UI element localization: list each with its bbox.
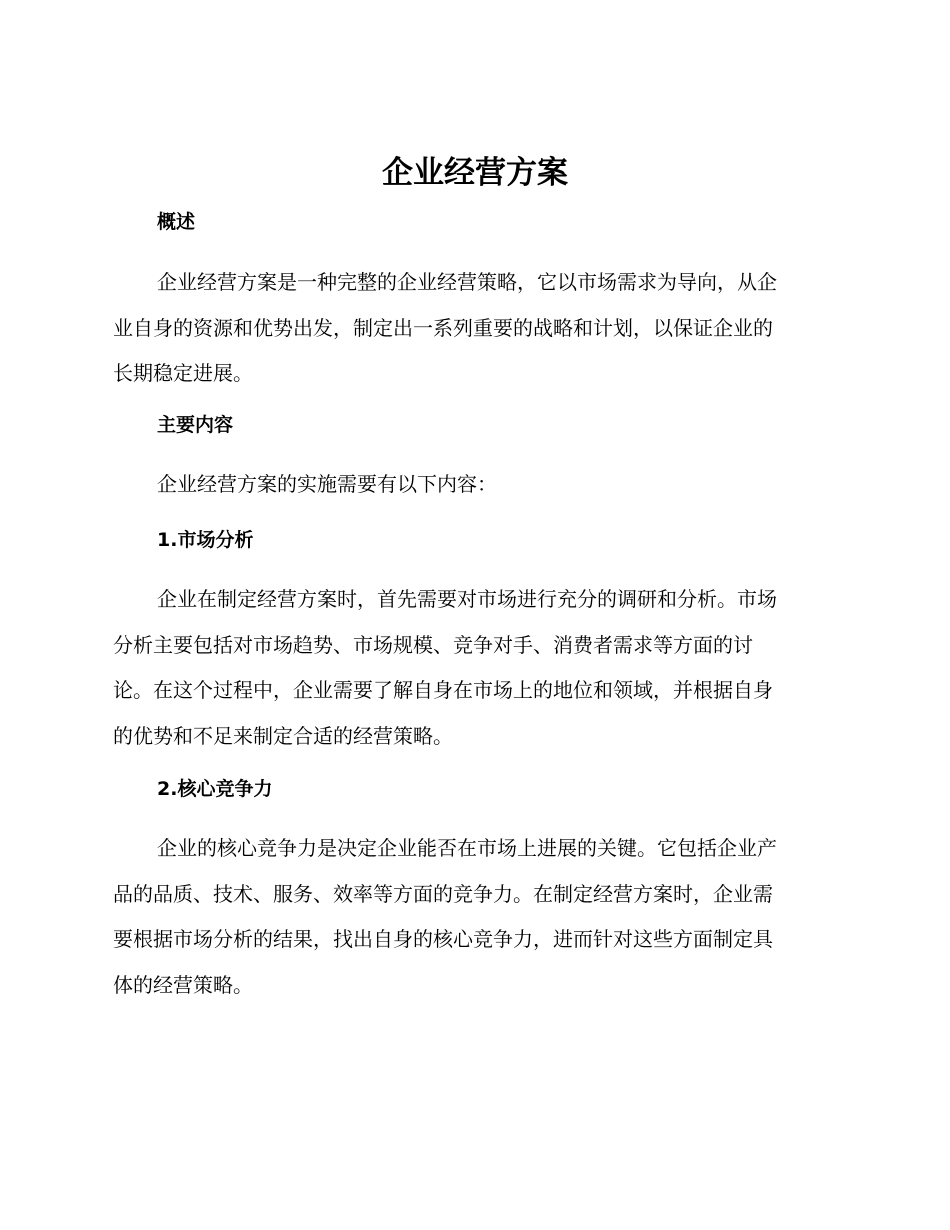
paragraph-line: 品的品质、技术、服务、效率等方面的竞争力。在制定经营方案时，企业需: [113, 881, 773, 906]
section-core-competitiveness: [113, 771, 833, 807]
paragraph-line: 的优势和不足来制定合适的经营策略。: [113, 723, 453, 748]
paragraph-line: 分析主要包括对市场趋势、市场规模、竞争对手、消费者需求等方面的讨: [113, 632, 753, 657]
paragraph-line: 企业在制定经营方案时，首先需要对市场进行充分的调研和分析。市场: [157, 587, 777, 611]
document-title: 企业经营方案: [382, 155, 568, 191]
section-heading: 概述: [157, 211, 196, 233]
paragraph-line: 企业的核心竞争力是决定企业能否在市场上进展的关键。它包括企业产: [157, 836, 777, 860]
paragraph-line: 要根据市场分析的结果，找出自身的核心竞争力，进而针对这些方面制定具: [113, 927, 773, 951]
paragraph-line: 长期稳定进展。: [113, 361, 253, 385]
section-heading: 主要内容: [157, 414, 234, 436]
paragraph: [113, 826, 833, 1008]
paragraph: [113, 260, 833, 397]
section-main-content: [113, 407, 833, 443]
paragraph-line: 体的经营策略。: [113, 972, 253, 997]
section-heading: 1.市场分析: [157, 529, 254, 551]
paragraph-line: 业自身的资源和优势出发，制定出一系列重要的战略和计划，以保证企业的: [113, 315, 773, 340]
paragraph-line: 企业经营方案的实施需要有以下内容：: [157, 472, 497, 496]
paragraph-line: 论。在这个过程中，企业需要了解自身在市场上的地位和领域，并根据自身: [113, 678, 773, 702]
paragraph-line: 企业经营方案是一种完整的企业经营策略，它以市场需求为导向，从企: [157, 270, 777, 294]
paragraph: [113, 577, 833, 759]
section-market-analysis: [113, 522, 833, 558]
section-heading: 2.核心竞争力: [157, 778, 273, 800]
section-overview: [113, 204, 833, 240]
paragraph: [113, 462, 833, 508]
